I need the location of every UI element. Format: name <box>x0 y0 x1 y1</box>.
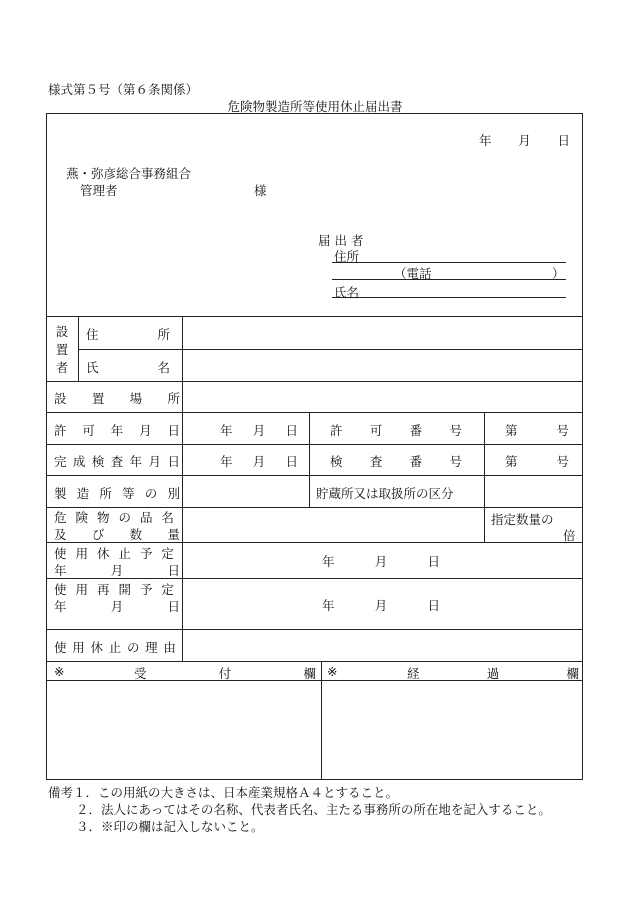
resume-label-line2: 年 月 日 <box>54 599 180 614</box>
rule-office-split <box>321 661 322 780</box>
rule-completion <box>46 475 583 476</box>
hazmat-label-line1: 危 険 物 の 品 名 <box>54 510 174 525</box>
rule-label-column <box>182 316 183 661</box>
addressee-role: 管理者 <box>80 183 118 198</box>
installer-label: 設 置 者 <box>55 324 69 375</box>
installer-name-label: 氏 名 <box>86 360 170 375</box>
receipt-label: 受 付 欄 <box>134 666 316 681</box>
name-label: 氏名 <box>334 285 360 300</box>
suspend-label-line2: 年 月 日 <box>54 563 180 578</box>
address-line <box>332 262 566 263</box>
rule-top-section <box>46 316 583 317</box>
permit-date-value: 年 月 日 <box>220 423 298 438</box>
form-number: 様式第５号（第６条関係） <box>48 82 199 97</box>
addressee-org: 燕・弥彦総合事務組合 <box>66 166 192 181</box>
rule-permit <box>46 444 583 445</box>
note-2: ２．法人にあってはその名称、代表者氏名、主たる事務所の所在地を記入すること。 <box>76 802 551 817</box>
facility-type-label: 製 造 所 等 の 別 <box>54 486 180 501</box>
rule-mid-column <box>309 412 310 507</box>
submission-date: 年 月 日 <box>479 133 570 148</box>
honorific: 様 <box>254 183 267 198</box>
notifier-label: 届 出 者 <box>318 233 364 248</box>
address-label: 住所 <box>334 249 360 264</box>
installer-address-label: 住 所 <box>86 327 170 342</box>
notes <box>48 784 551 835</box>
rule-installer-mid <box>78 349 583 350</box>
completion-date-label: 完 成 検 査 年 月 日 <box>54 454 180 469</box>
completion-date-value: 年 月 日 <box>220 454 298 469</box>
rule-right-column <box>484 412 485 542</box>
progress-mark: ※ <box>327 664 338 679</box>
suspend-date-value: 年 月 日 <box>322 554 440 569</box>
note-1: 備考１．この用紙の大きさは、日本産業規格Ａ４とすること。 <box>48 785 399 800</box>
progress-label: 経 過 欄 <box>407 666 579 681</box>
resume-date-value: 年 月 日 <box>322 598 440 613</box>
suspend-label-line1: 使 用 休 止 予 定 <box>54 546 174 561</box>
inspection-number-label: 検 査 番 号 <box>330 454 462 469</box>
phone-open: （電話 <box>394 266 432 281</box>
inspection-number-value: 第 号 <box>505 454 569 469</box>
rule-installer-split <box>78 316 79 381</box>
phone-line <box>332 279 566 280</box>
document-title: 危険物製造所等使用休止届出書 <box>227 99 403 114</box>
permit-number-label: 許 可 番 号 <box>330 423 462 438</box>
receipt-mark: ※ <box>54 664 65 679</box>
resume-label-line1: 使 用 再 開 予 定 <box>54 582 174 597</box>
permit-date-label: 許 可 年 月 日 <box>54 423 180 438</box>
install-location-label: 設 置 場 所 <box>54 391 180 406</box>
reason-label: 使 用 休 止 の 理 由 <box>54 640 176 655</box>
storage-type-label: 貯蔵所又は取扱所の区分 <box>316 486 454 501</box>
phone-close: ） <box>552 266 565 281</box>
rule-installer-bottom <box>46 381 583 382</box>
permit-number-value: 第 号 <box>505 423 569 438</box>
designated-qty-label: 指定数量の <box>491 512 554 527</box>
rule-resume <box>46 629 583 630</box>
multiple-label: 倍 <box>563 528 576 543</box>
hazmat-label-line2: 及 び 数 量 <box>54 527 180 542</box>
rule-reason <box>46 661 583 662</box>
name-line <box>332 297 566 298</box>
rule-location <box>46 412 583 413</box>
note-3: ３．※印の欄は記入しないこと。 <box>76 819 264 834</box>
